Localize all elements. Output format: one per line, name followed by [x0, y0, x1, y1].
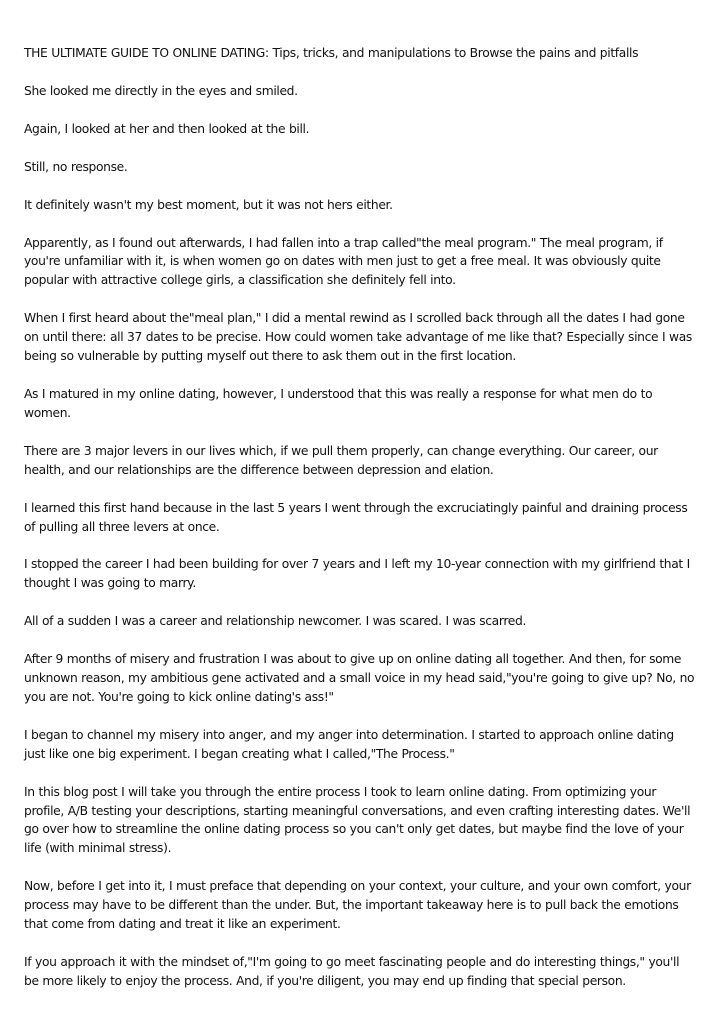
paragraph: It definitely wasn't my best moment, but it was not hers either. [24, 197, 393, 212]
paragraph: Again, I looked at her and then looked at the bill. [24, 121, 310, 136]
paragraph: Still, no response. [24, 159, 128, 174]
paragraph: In this blog post I will take you through the entire process I took to learn online dating. From optimizing your profile, A/B testing your descriptions, starting meaningful conversations, and even crafting interesting dates. We'll go over how to streamline the online dating process so you can't only get dates, but maybe find the love of your life (with minimal stress). [24, 784, 691, 856]
paragraph: If you approach it with the mindset of,"I'm going to go meet fascinating people and do interesting things," you'll be more likely to enjoy the process. And, if you're diligent, you may end up finding that special person. [24, 955, 680, 988]
paragraph: Now, before I get into it, I must preface that depending on your context, your culture, and your own comfort, your process may have to be different than the under. But, the important takeaway here is to pull back the emotions that come from dating and treat it like an experiment. [24, 879, 691, 932]
paragraph: I began to channel my misery into anger, and my anger into determination. I started to approach online dating just like one big experiment. I began creating what I called,"The Process." [24, 727, 674, 761]
paragraph: She looked me directly in the eyes and smiled. [24, 83, 298, 98]
document-title: THE ULTIMATE GUIDE TO ONLINE DATING: Tips, tricks, and manipulations to Browse the pains and pitfalls [24, 46, 639, 60]
document-body [24, 44, 696, 1010]
paragraph: All of a sudden I was a career and relationship newcomer. I was scared. I was scarred. [24, 614, 526, 629]
paragraph: After 9 months of misery and frustration I was about to give up on online dating all together. And then, for some unknown reason, my ambitious gene activated and a small voice in my head said,"you're going to give up? No, no you are not. You're going to kick online dating's ass!" [24, 652, 695, 704]
paragraph: When I first heard about the"meal plan," I did a mental rewind as I scrolled back through all the dates I had gone on until there: all 37 dates to be precise. How could women take advantage of me like that? Especially since I was being so vulnerable by putting myself out there to ask them out in the first location. [24, 311, 692, 364]
paragraph: Apparently, as I found out afterwards, I had fallen into a trap called"the meal program." The meal program, if you're unfamiliar with it, is when women go on dates with men just to get a free meal. It was obviously quite popular with attractive college girls, a classification she definitely fell into. [24, 235, 663, 288]
paragraph: As I matured in my online dating, however, I understood that this was really a response for what men do to women. [24, 386, 653, 420]
paragraph: There are 3 major levers in our lives which, if we pull them properly, can change everything. Our career, our health, and our relationships are the difference between depression and elation. [24, 443, 658, 477]
paragraph: I learned this first hand because in the last 5 years I went through the excruciatingly painful and draining process of pulling all three levers at once. [24, 500, 688, 534]
paragraph: I stopped the career I had been building for over 7 years and I left my 10-year connection with my girlfriend that I thought I was going to marry. [24, 557, 690, 591]
